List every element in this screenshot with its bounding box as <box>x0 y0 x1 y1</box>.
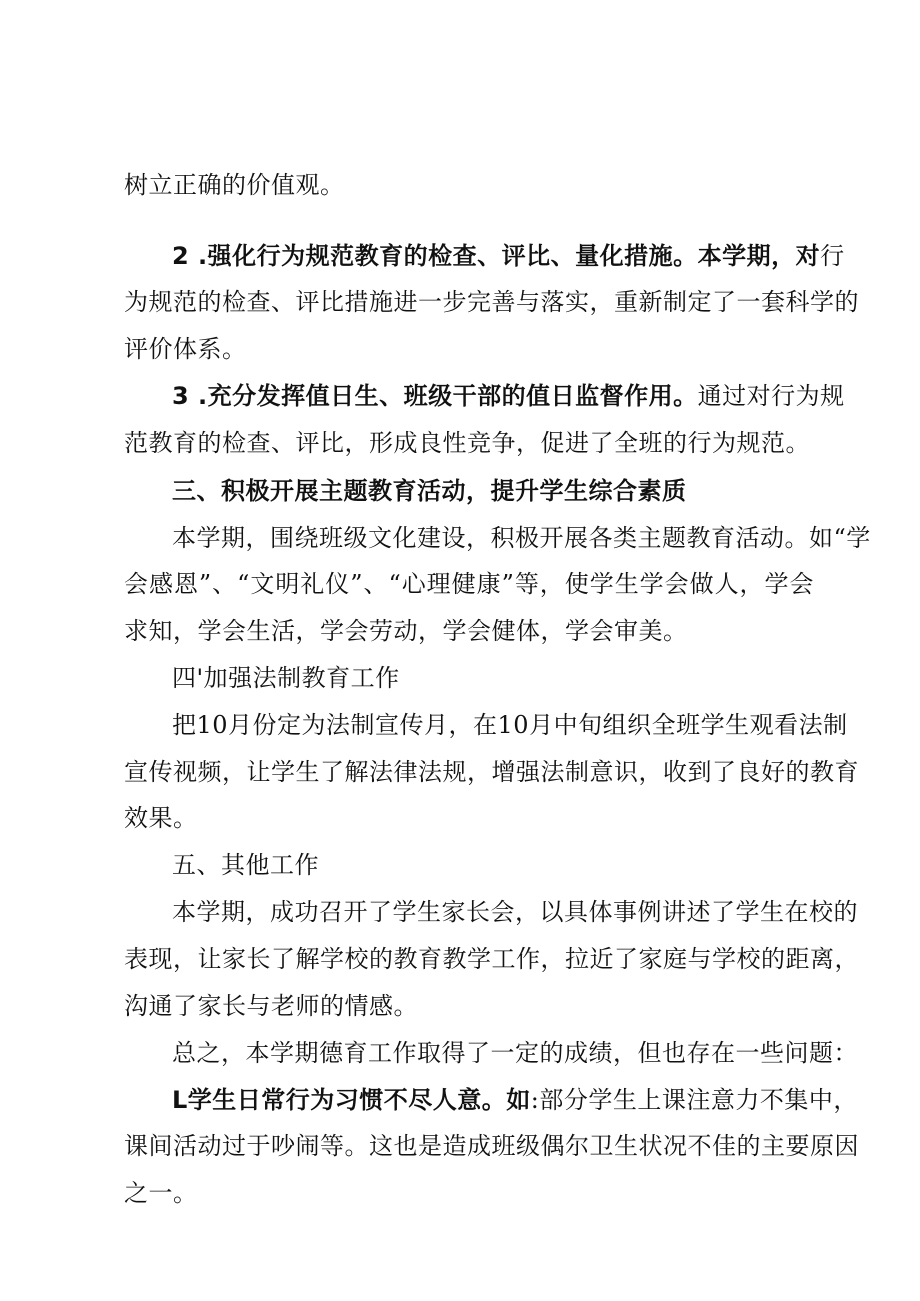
paragraph-line <box>124 616 814 646</box>
body-text: 把10月份定为法制宣传月，在10月中旬组织全班学生观看法制 <box>172 711 848 739</box>
body-text: 总之，本学期德育工作取得了一定的成绩，但也存在一些问题： <box>172 1039 858 1067</box>
body-text: 求知，学会生活，学会劳动，学会健体，学会审美。 <box>124 617 688 645</box>
paragraph-line <box>124 569 814 599</box>
body-text: 课间活动过于吵闹等。这也是造成班级偶尔卫生状况不佳的主要原因 <box>124 1132 859 1160</box>
body-text: 评价体系。 <box>124 335 247 363</box>
paragraph-line <box>172 523 871 553</box>
paragraph-line <box>124 170 814 200</box>
paragraph-line <box>124 287 859 317</box>
paragraph-line <box>124 757 859 787</box>
body-text: 沟通了家长与老师的情感。 <box>124 992 418 1020</box>
paragraph-line <box>172 897 858 927</box>
body-text: 范教育的检查、评比，形成良性竞争，促进了全班的行为规范。 <box>124 429 810 457</box>
summary-line <box>172 1038 858 1068</box>
section-title: 五、其他工作 <box>172 851 319 879</box>
numbered-item-2-line <box>172 241 845 271</box>
body-text: 本学期，成功召开了学生家长会，以具体事例讲述了学生在校的 <box>172 898 858 926</box>
body-text: :部分学生上课注意力不集中， <box>530 1086 858 1114</box>
paragraph-line <box>172 710 848 740</box>
body-text: 树立正确的价值观。 <box>124 171 345 199</box>
issue-heading: L学生日常行为习惯不尽人意。如 <box>172 1086 531 1114</box>
body-text: 会感恩”、“文明礼仪”、“心理健康”等，使学生学会做人，学会 <box>124 570 814 598</box>
paragraph-line <box>124 428 814 458</box>
body-text: 效果。 <box>124 804 198 832</box>
section-5-heading <box>172 850 814 880</box>
paragraph-line <box>124 944 859 974</box>
body-text: 行 <box>820 242 845 270</box>
section-3-heading <box>172 476 814 506</box>
body-text: 表现，让家长了解学校的教育教学工作，拉近了家庭与学校的距离， <box>124 945 859 973</box>
numbered-item-3-line <box>172 381 845 411</box>
body-text: 之一。 <box>124 1179 198 1207</box>
body-text: 宣传视频，让学生了解法律法规，增强法制意识，收到了良好的教育 <box>124 758 859 786</box>
section-4-heading <box>172 663 814 693</box>
section-title: 三、积极开展主题教育活动，提升学生综合素质 <box>172 477 687 505</box>
paragraph-line <box>124 991 814 1021</box>
paragraph-line <box>124 334 814 364</box>
numbered-item-heading: 2 .强化行为规范教育的检查、评比、量化措施。本学期，对 <box>172 242 821 270</box>
body-text: 为规范的检查、评比措施进一步完善与落实，重新制定了一套科学的 <box>124 288 859 316</box>
body-text: 通过对行为规 <box>697 382 845 410</box>
numbered-item-heading: 3 .充分发挥值日生、班级干部的值日监督作用。 <box>172 382 698 410</box>
section-title: 四'加强法制教育工作 <box>172 664 400 692</box>
body-text: 本学期，围绕班级文化建设，积极开展各类主题教育活动。如“学 <box>172 524 871 552</box>
issue-line <box>172 1085 858 1115</box>
paragraph-line <box>124 1131 859 1161</box>
paragraph-line <box>124 1178 814 1208</box>
paragraph-line <box>124 803 814 833</box>
